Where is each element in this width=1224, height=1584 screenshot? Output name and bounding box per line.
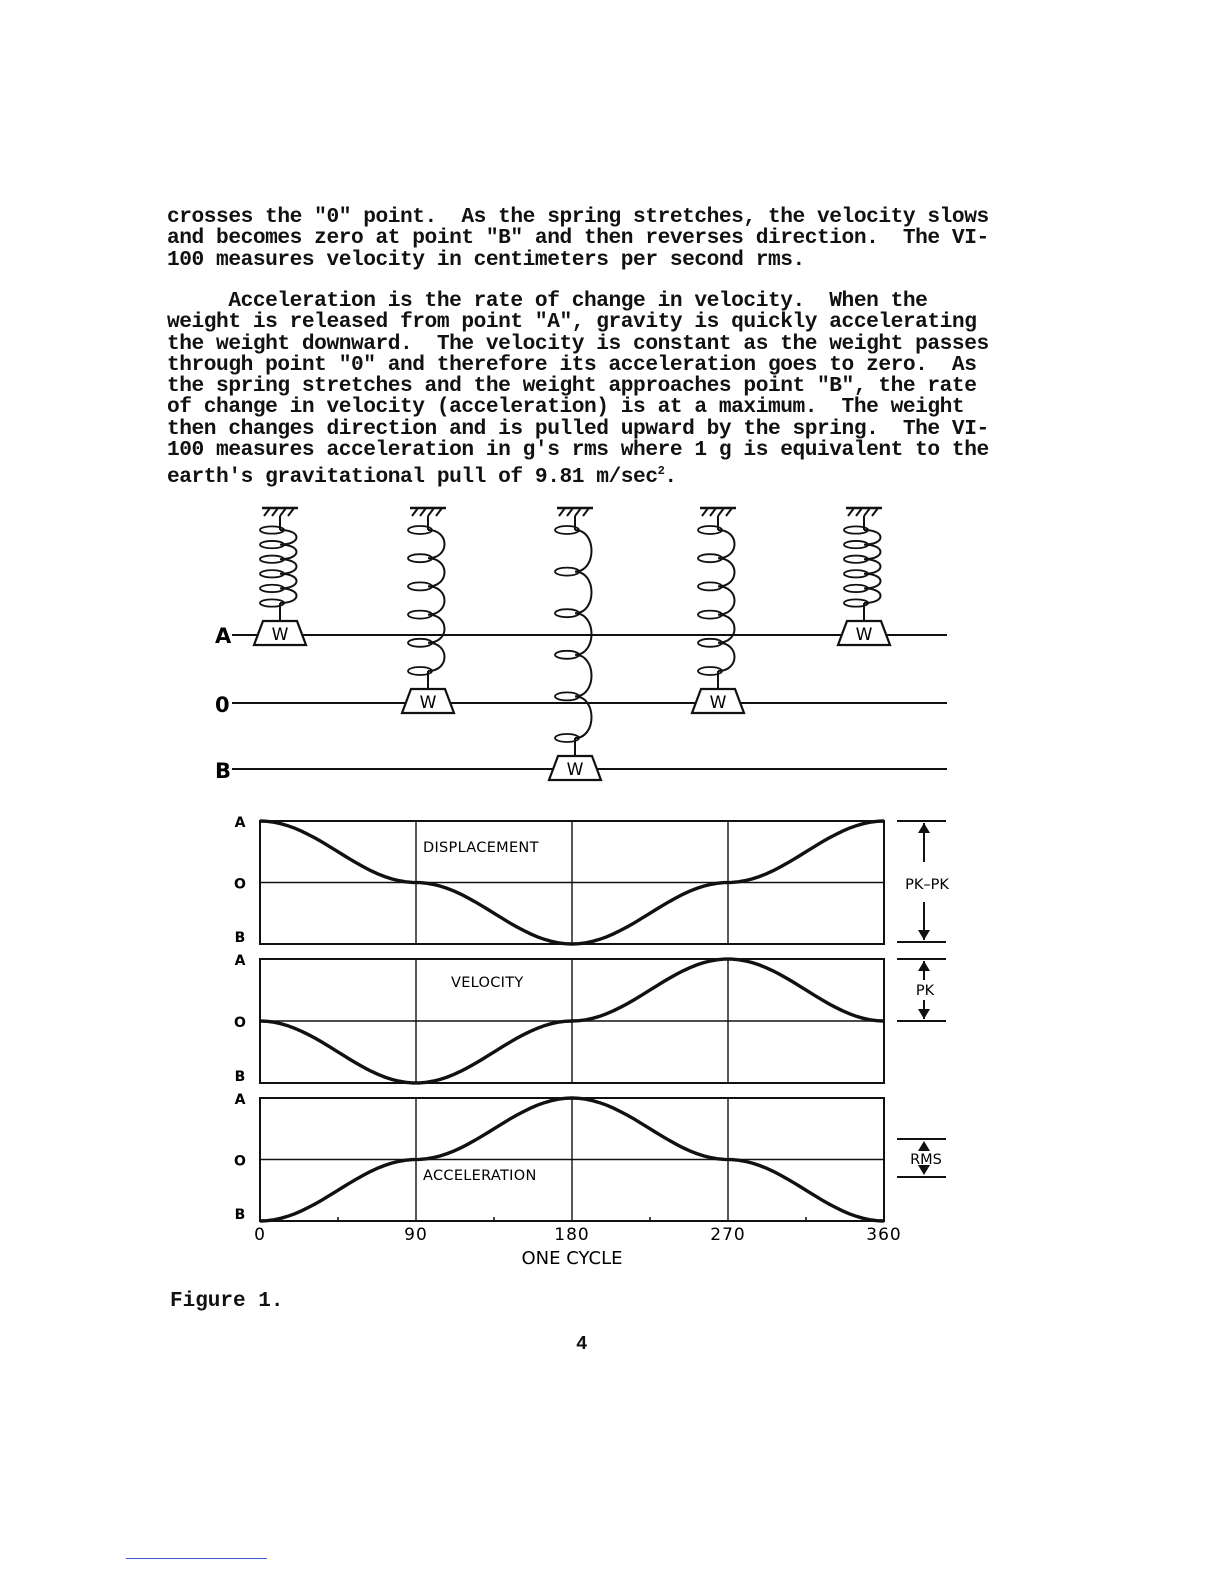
spring-coil (280, 530, 297, 603)
ceiling-icon (410, 508, 446, 516)
page-number: 4 (576, 1333, 588, 1355)
panel-title: VELOCITY (451, 975, 524, 991)
y-label-2: B (234, 1069, 246, 1085)
ceiling-icon (700, 508, 736, 516)
y-label-1: O (234, 1153, 246, 1170)
weight-label: W (709, 693, 727, 713)
x-axis-label: ONE CYCLE (521, 1248, 623, 1269)
footnote-rule (126, 1558, 267, 1559)
spring-2 (402, 508, 454, 713)
arrow-head (918, 1009, 930, 1019)
paragraph-acceleration (167, 291, 999, 489)
y-label-0: A (234, 815, 246, 831)
superscript-two: 2 (657, 464, 665, 479)
annotation-pk: PK (915, 983, 935, 999)
paragraph-velocity: crosses the "0" point. As the spring stretches, the velocity slows and becomes zero at point "B" and then reverses direction. The VI- 100 measures velocity in centimeters per second rms. (167, 205, 989, 272)
level-label-0: 0 (215, 693, 230, 717)
y-label-0: A (234, 953, 246, 969)
spring-4 (692, 508, 744, 713)
y-label-0: A (234, 1092, 246, 1108)
figure-1 (0, 490, 1224, 1290)
panel-acceleration (234, 1092, 884, 1223)
level-label-a: A (215, 624, 232, 648)
panel-title: DISPLACEMENT (423, 840, 539, 856)
spring-3 (549, 508, 601, 780)
y-label-2: B (234, 930, 246, 946)
figure-caption: Figure 1. (170, 1290, 284, 1313)
spring-1 (254, 508, 306, 645)
spring-coil (428, 530, 445, 671)
panel-title: ACCELERATION (423, 1168, 537, 1184)
arrow-head (918, 930, 930, 940)
panel-velocity (234, 953, 884, 1085)
weight-label: W (419, 693, 437, 713)
weight-label: W (271, 625, 289, 645)
x-tick-90: 90 (404, 1225, 428, 1245)
arrow-head (918, 823, 930, 833)
level-label-b: B (215, 759, 232, 783)
arrow-head (918, 1141, 930, 1151)
spring-coil (864, 530, 881, 603)
spring-coil (718, 530, 735, 671)
annotation-pk-pk: PK–PK (905, 877, 949, 893)
x-tick-180: 180 (554, 1225, 590, 1245)
weight-label: W (855, 625, 873, 645)
waveform-plots (234, 815, 949, 1269)
spring-5 (838, 508, 890, 645)
y-label-2: B (234, 1207, 246, 1223)
arrow-head (918, 961, 930, 971)
ceiling-icon (846, 508, 882, 516)
annotations (897, 821, 949, 1177)
spring-diagram (215, 508, 947, 783)
weight-label: W (566, 760, 584, 780)
x-tick-0: 0 (254, 1225, 266, 1245)
x-axis (254, 1217, 902, 1269)
y-label-1: O (234, 876, 246, 893)
y-label-1: O (234, 1015, 246, 1031)
x-tick-360: 360 (866, 1225, 902, 1245)
ceiling-icon (557, 508, 593, 516)
paragraph-end: . (664, 465, 677, 490)
x-tick-270: 270 (710, 1225, 746, 1245)
ceiling-icon (262, 508, 298, 516)
panel-displacement (234, 815, 884, 946)
paragraph-acceleration-text: Acceleration is the rate of change in velocity. When the weight is released from point "A", gravity is quickly accelerating the weight downward. The velocity is constant as the weight passes through point "0" and therefore its acceleration goes to zero. As the spring stretches and the weight approaches point "B", the rate of change in velocity (acceleration) is at a maximum. The weight then changes direction and is pulled upward by the spring. The VI- 100 measures acceleration in g's rms where 1 g is equivalent to the earth's gravitational pull of 9.81 m/sec (167, 289, 989, 490)
annotation-rms: RMS (910, 1152, 942, 1168)
